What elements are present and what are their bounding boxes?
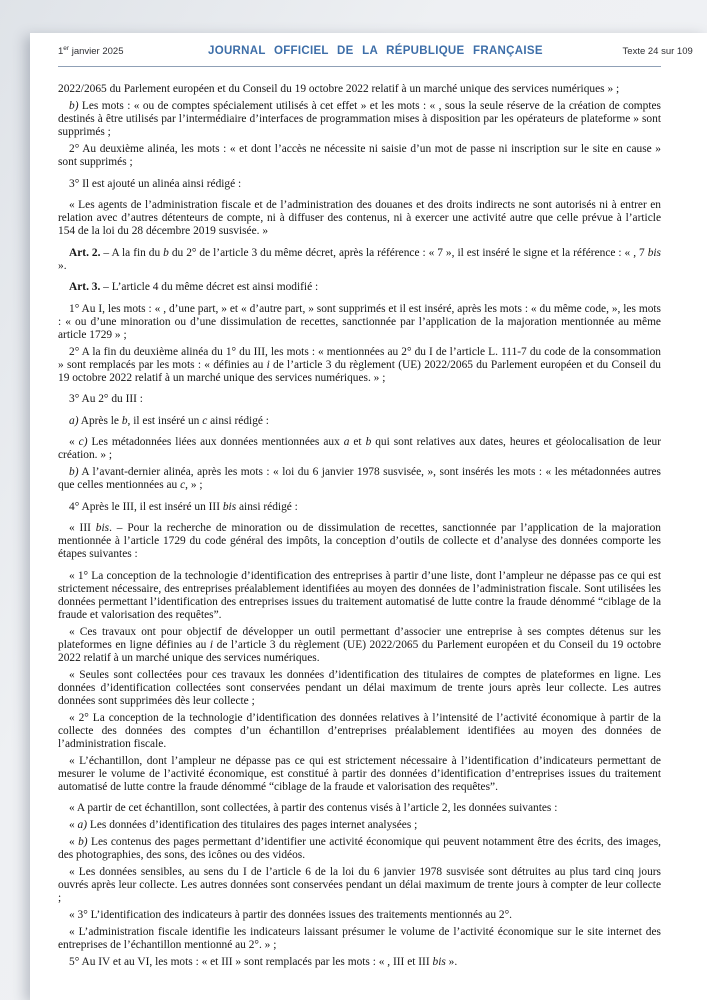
text-segment: A l’avant-dernier alinéa, après les mots : « loi du 6 janvier 1978 susvisée, », sont insérés les mots : « les métadonnées autres que celles mentionnées au [58, 466, 661, 492]
text-segment: Les données d’identification des titulaires des pages internet analysées ; [87, 819, 418, 832]
page-header [58, 45, 693, 58]
text-segment: bis [432, 956, 446, 969]
text-segment: 2022/2065 du Parlement européen et du Conseil du 19 octobre 2022 relatif à un marché unique des services numériques » ; [58, 83, 620, 96]
text-segment: « Les agents de l’administration fiscale et de l’administration des douanes et des droits indirects ne sont autorisés ni à entrer en relation avec d’autres détenteurs de compte, ni à diffuser des contenus, ni à exercer une activité autre que celle prévue à l’article 154 de la loi du 28 décembre 2019 susvisée. » [58, 199, 661, 238]
text-segment: c) [78, 436, 88, 449]
paragraph [58, 466, 661, 492]
text-segment: 4° Après le III, il est inséré un III [69, 500, 223, 513]
text-segment: . – Pour la recherche de minoration ou de dissimulation de recettes, sanctionnée par l’application de la majoration mentionnée à l’article 1729 du code général des impôts, la conception d’outils de collecte et d’analyse des données comporte les étapes suivantes : [58, 522, 661, 561]
text-segment: Les mots : « ou de comptes spécialement utilisés à cet effet » et les mots : « , sous la seule réserve de la création de comptes destinés à être utilisés par l’intermédiaire d’interfaces de programmation mises à disposition par les opérateurs de plateforme » sont supprimés ; [58, 100, 661, 139]
text-segment: c [202, 414, 208, 427]
text-segment: ainsi rédigé : [236, 500, 298, 513]
text-segment: i [209, 638, 214, 651]
paragraph [58, 303, 661, 342]
paragraph [58, 281, 661, 294]
paragraph [58, 247, 661, 273]
text-segment: « [69, 436, 79, 449]
text-segment: b [121, 414, 128, 427]
text-segment: ». [445, 956, 458, 969]
paragraph [58, 626, 661, 665]
paragraph [58, 393, 661, 406]
text-segment: Les métadonnées liées aux données mentionnées aux [87, 436, 344, 449]
text-segment: « Les données sensibles, au sens du I de l’article 6 de la loi du 6 janvier 1978 susvisée sont détruites au plus tard cinq jours ouvrés après leur collecte. Les autres données sont conservées pendant un délai maximum de trente jours à compter de leur collecte ; [58, 866, 661, 905]
journal-page [30, 33, 707, 1000]
text-segment: « [69, 836, 79, 849]
text-segment: b) [78, 836, 88, 849]
text-segment: 5° Au IV et au VI, les mots : « et III » sont remplacés par les mots : « , III et III [69, 956, 433, 969]
text-segment: 3° Au 2° du III : [69, 393, 143, 406]
text-segment: 3° Il est ajouté un alinéa ainsi rédigé : [69, 177, 242, 190]
text-segment: b) [69, 100, 79, 113]
text-segment: ainsi rédigé : [207, 414, 269, 427]
paragraph [58, 199, 661, 238]
journal-title: JOURNAL OFFICIEL DE LA RÉPUBLIQUE FRANÇAISE [208, 45, 543, 58]
document-body [58, 83, 661, 969]
text-segment: « [69, 819, 78, 832]
text-segment: a) [77, 819, 88, 832]
date-ordinal-suffix: er [63, 45, 70, 52]
paragraph [58, 436, 661, 462]
text-segment: Après le [78, 414, 122, 427]
text-segment: , » ; [185, 479, 203, 492]
text-segment: qui sont relatives aux dates, heures et géolocalisation de leur création. » ; [58, 436, 661, 462]
text-segment: « A partir de cet échantillon, sont collectées, à partir des contenus visés à l’article 2, les données suivantes : [69, 802, 558, 815]
paragraph [58, 866, 661, 905]
paragraph [58, 669, 661, 708]
text-segment: de l’article 3 du règlement (UE) 2022/2065 du Parlement européen et du Conseil du 19 octobre 2022 relatif à un marché unique des services numériques. [58, 638, 661, 664]
text-segment: – L’article 4 du même décret est ainsi modifié : [100, 281, 319, 294]
text-reference: Texte 24 sur 109 [622, 46, 693, 58]
text-segment: bis [647, 246, 661, 259]
publication-date [58, 45, 208, 57]
paragraph [58, 83, 661, 96]
paragraph [58, 501, 661, 514]
text-segment: Art. 2. [69, 246, 101, 259]
date-day: 1 [58, 46, 64, 58]
paragraph [58, 143, 661, 169]
paragraph [58, 956, 661, 969]
text-segment: « Seules sont collectées pour ces travaux les données d’identification des titulaires de comptes de plateformes en ligne. Les données d’identification collectées sont conservées pendant un délai maximum de trente jours après leur collecte. Les autres données sont supprimées dès leur collecte ; [58, 668, 661, 707]
text-segment: b [365, 436, 372, 449]
text-segment: 2° A la fin du deuxième alinéa du 1° du III, les mots : « mentionnées au 2° du I de l’article L. 111-7 du code de la consommation » sont remplacés par les mots : « définies au [58, 345, 661, 371]
paragraph [58, 178, 661, 191]
paragraph [58, 522, 661, 561]
text-segment: « L’échantillon, dont l’ampleur ne dépasse pas ce qui est strictement nécessaire à l’identification d’indicateurs permettant de mesurer le volume de l’activité économique, est constitué à partir des données d’identification d’entreprises issues du traitement automatisé de lutte contre la fraude dénommé “ciblage de la fraude et valorisation des requêtes”. [58, 754, 661, 793]
text-segment: a [343, 436, 350, 449]
paragraph [58, 819, 661, 832]
text-segment: 1° Au I, les mots : « , d’une part, » et « d’autre part, » sont supprimés et il est inséré, après les mots : « du même code, », les mots : « ou d’une minoration ou d’une dissimulation de recettes, sanctionnée par l’application de la majoration mentionnée au même article 1729 » ; [58, 302, 661, 341]
text-segment: – A la fin du [100, 246, 164, 259]
text-segment: i [266, 358, 270, 371]
text-segment: c [180, 479, 186, 492]
paragraph [58, 100, 661, 139]
text-segment: « 3° L’identification des indicateurs à partir des données issues des traitements mentionnés au 2°. [69, 909, 513, 922]
text-segment: 2° Au deuxième alinéa, les mots : « et dont l’accès ne nécessite ni saisie d’un mot de passe ni inscription sur le site en cause » sont supprimés ; [58, 143, 661, 169]
text-segment: « Ces travaux ont pour objectif de développer un outil permettant d’associer une entreprise à ses comptes détenus sur les plateformes en ligne définies au [58, 625, 661, 651]
text-segment: b) [69, 466, 79, 479]
text-segment: ». [58, 259, 67, 272]
text-segment: et [349, 436, 366, 449]
date-month-year: janvier 2025 [69, 46, 124, 58]
paragraph [58, 712, 661, 751]
text-segment: , il est inséré un [127, 414, 203, 427]
text-segment: « III [69, 522, 96, 535]
text-segment: a) [69, 414, 79, 427]
page-content [30, 33, 707, 969]
paragraph [58, 415, 661, 428]
text-segment: Les contenus des pages permettant d’identifier une activité économique qui peuvent notamment être des écrits, des images, des photographies, des sons, des icônes ou des vidéos. [58, 836, 662, 862]
text-segment: b [163, 246, 169, 259]
text-segment: Art. 3. [69, 281, 101, 294]
header-rule [58, 66, 661, 67]
paragraph [58, 755, 661, 794]
paragraph [58, 926, 661, 952]
text-segment: du 2° de l’article 3 du même décret, après la référence : « 7 », il est inséré le signe et la référence : « , 7 [168, 246, 648, 259]
text-segment: bis [95, 522, 110, 535]
paragraph [58, 346, 661, 385]
text-segment: de l’article 3 du règlement (UE) 2022/2065 du Parlement européen et du Conseil du 19 octobre 2022 relatif à un marché unique des services numériques. » ; [58, 358, 661, 384]
paragraph [58, 802, 661, 815]
text-segment: « 1° La conception de la technologie d’identification des entreprises à partir d’une liste, dont l’ampleur ne dépasse pas ce qui est strictement nécessaire, des entreprises préalablement identifiées au moyen des données de l’administration fiscale. Sont utilisées les données permettant l’identification des entreprises issues du traitement automatisé de lutte contre la fraude dénommé “ciblage de la fraude et valorisation des requêtes”. [58, 569, 661, 621]
paragraph [58, 836, 661, 862]
paragraph [58, 909, 661, 922]
text-segment: « 2° La conception de la technologie d’identification des données relatives à l’intensité de l’activité économique à partir de la collecte des données des comptes d’un échantillon d’entreprises préalablement identifiées au moyen des données de l’administration fiscale. [58, 711, 661, 750]
paragraph [58, 570, 661, 622]
text-segment: « L’administration fiscale identifie les indicateurs laissant présumer le volume de l’activité économique sur le site internet des entreprises de l’échantillon mentionné au 2°. » ; [58, 926, 661, 952]
text-segment: bis [222, 500, 237, 513]
